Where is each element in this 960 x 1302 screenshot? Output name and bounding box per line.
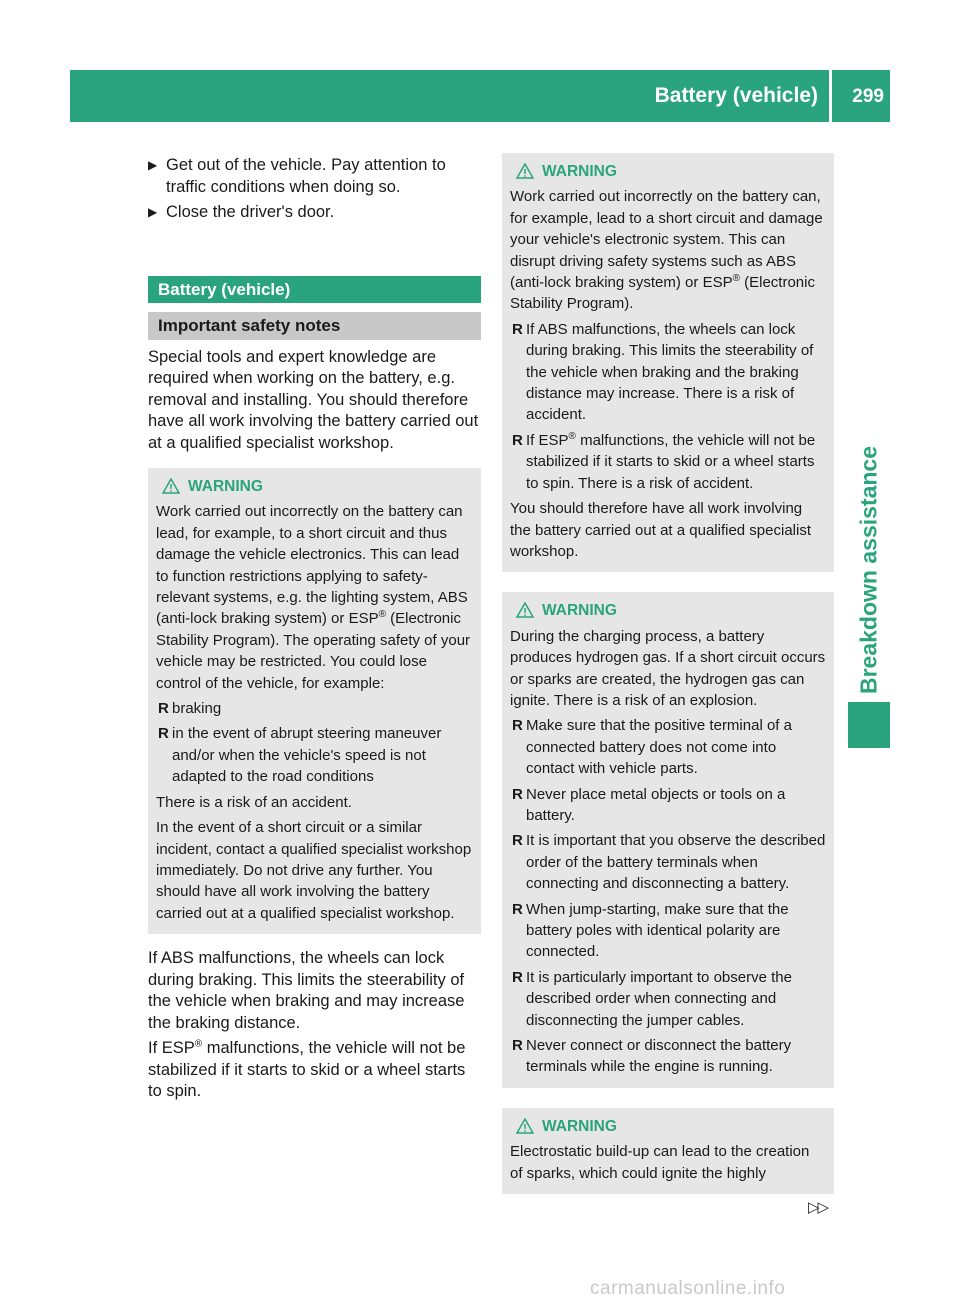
warning-triangle-icon [162, 478, 180, 494]
left-column [148, 155, 481, 1107]
warning-bullet: R It is particularly important to observe the described order when connecting and disconnecting the jumper cables. [512, 968, 792, 1029]
abs-paragraph: If ABS malfunctions, the wheels can lock during braking. This limits the steerability of the vehicle when braking and may increase the braking distance. [148, 949, 465, 1032]
warning-title: WARNING [510, 600, 826, 621]
warning-text: In the event of a short circuit or a similar incident, contact a qualified specialist workshop immediately. Do not drive any further. You should have all work involving the battery carried out at a qualified specialist workshop. [156, 819, 472, 922]
warning-box [148, 468, 481, 934]
step-arrow-icon: ▶ [148, 158, 158, 172]
watermark: carmanualsonline.info [590, 1278, 786, 1299]
side-tab-label: Breakdown assistance [855, 445, 882, 695]
warning-box [502, 1108, 834, 1194]
continue-arrows-icon: ▷▷ [808, 1199, 828, 1216]
step-arrow-icon: ▶ [148, 205, 158, 219]
warning-box [502, 153, 834, 572]
warning-bullet: R braking [158, 700, 222, 718]
warning-text: Work carried out incorrectly on the battery can, for example, lead to a short circuit and damage your vehicle's electronic system. This can disrupt driving safety systems such as ABS (anti-lock braking system) or ESP® (Electronic Stability Program). [510, 188, 823, 313]
warning-text: Work carried out incorrectly on the battery can lead, for example, to a short circuit and thus damage the vehicle electronics. This can lead to function restrictions applying to safety-relevant systems, e.g. the lighting system, ABS (anti-lock braking system) or ESP® (Electronic Stability Program). The operating safety of your vehicle may be restricted. You could lose control of the vehicle, for example: [156, 503, 471, 692]
warning-triangle-icon [516, 1118, 534, 1134]
warning-bullet: R Make sure that the positive terminal of a connected battery does not come into contact with vehicle parts. [512, 717, 792, 778]
header-divider [829, 70, 832, 122]
warning-title: WARNING [510, 161, 826, 182]
warning-bullet: R Never place metal objects or tools on a battery. [512, 785, 786, 824]
side-tab-marker [848, 702, 890, 748]
warning-bullet: R It is important that you observe the described order of the battery terminals when connecting and disconnecting a battery. [512, 832, 826, 893]
warning-bullet: R If ESP® malfunctions, the vehicle will not be stabilized if it starts to skid or a wheel starts to spin. There is a risk of accident. [512, 430, 816, 492]
step-text: Close the driver's door. [166, 203, 335, 221]
warning-triangle-icon [516, 602, 534, 618]
side-tab [848, 440, 890, 700]
warning-text: Electrostatic build-up can lead to the creation of sparks, which could ignite the highly [510, 1143, 810, 1182]
page-number: 299 [852, 86, 884, 107]
warning-title: WARNING [156, 476, 473, 497]
warning-bullet: R When jump-starting, make sure that the battery poles with identical polarity are connected. [512, 900, 789, 961]
step-text: Get out of the vehicle. Pay attention to traffic conditions when doing so. [166, 156, 446, 196]
warning-text: There is a risk of an accident. [156, 793, 352, 811]
warning-text: You should therefore have all work involving the battery carried out at a qualified specialist workshop. [510, 500, 812, 560]
page-header [70, 70, 890, 122]
warning-title: WARNING [510, 1116, 826, 1137]
header-title: Battery (vehicle) [654, 84, 818, 107]
right-column [502, 153, 834, 1194]
step-item [148, 155, 481, 198]
warning-text: During the charging process, a battery produces hydrogen gas. If a short circuit occurs or sparks are created, the hydrogen gas can ignite. There is a risk of an explosion. [510, 627, 826, 709]
warning-bullet: R in the event of abrupt steering maneuver and/or when the vehicle's speed is not adapted to the road conditions [158, 725, 442, 786]
warning-bullet: R If ABS malfunctions, the wheels can lock during braking. This limits the steerability of the vehicle when braking and the braking distance may increase. There is a risk of accident. [512, 320, 814, 424]
warning-triangle-icon [516, 163, 534, 179]
intro-paragraph: Special tools and expert knowledge are required when working on the battery, e.g. removal and installing. You should therefore have all work involving the battery carried out at a qualified specialist workshop. [148, 347, 479, 452]
esp-paragraph: If ESP® malfunctions, the vehicle will not be stabilized if it starts to skid or a wheel starts to spin. [148, 1038, 466, 1101]
step-item [148, 202, 481, 224]
warning-box [502, 592, 834, 1088]
section-title: Battery (vehicle) [148, 276, 481, 304]
warning-bullet: R Never connect or disconnect the battery terminals while the engine is running. [512, 1037, 792, 1076]
subsection-title: Important safety notes [148, 312, 481, 340]
